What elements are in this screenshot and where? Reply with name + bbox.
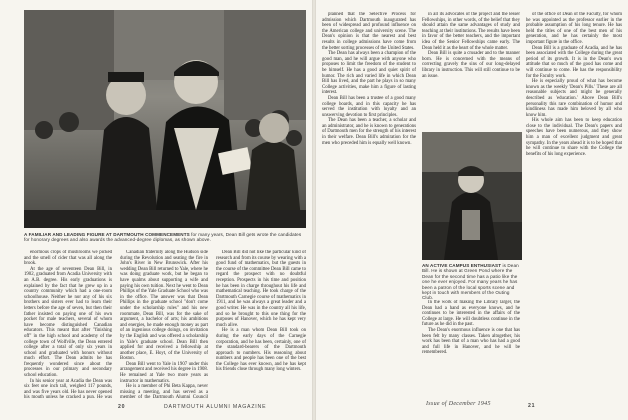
- commencement-photo: [24, 10, 306, 228]
- paragraph: enormous crops of mushrooms we picked and the smell of cider that was all along the brook.: [24, 250, 112, 267]
- campus-photo: [422, 132, 522, 260]
- paragraph: He is a man whom Dean Bill took on during the early days of the Carnegie corporation, and he has been, certainly, one of the standard-bearers of the Dartmouth approach to numbers. His reasoning about numbers and people has been one of the best the College has ever known, and he has kept his friends close through many long winters.: [216, 328, 306, 373]
- paragraph: Dean Bill has been a trustee of a good many college boards, and in this capacity he has served the institution with loyalty and an unswerving devotion to first principles.: [322, 95, 416, 118]
- page-number: 20: [118, 404, 126, 410]
- text-column-6: [526, 12, 622, 400]
- paragraph: His whole aim has been to keep education close to the individual. The Dean's papers and speeches have been numerous, and they show him a man of excellent judgment and great sympathy. In the years ahead it is to be hoped that he will continue to share with the College the benefits of his long experience.: [526, 118, 622, 157]
- paragraph: in all its advocates of the project and the lesser Fellowships, in other words, of the belief that they should attain the same advantages of study and teaching at their institutions. The results have been in favor of the better teachers, and the important idea of the Senior Fellowships came early. The Dean held it as the heart of the whole matter.: [422, 12, 520, 51]
- paragraph: In his senior year at Acadia the Dean was six feet one inch tall, weighed 117 pounds, and was five years old. He has never opened his mouth unless he cracked a pun. He was: [24, 378, 112, 400]
- paragraph: The Dean has been a teacher, a scholar and an administrator, and he is known to generations of Dartmouth men for the strength of his interest in their welfare. Dean Bill's admiration for the men who preceded him is equally well known.: [322, 118, 416, 146]
- paragraph: He is a member of Phi Beta Kappa, never missing a meeting, and has served as a member of the Dartmouth Alumni Council: [120, 384, 208, 400]
- paragraph: Dean Bill did not like the particular kind of research and from its course by wearing with a good fund of mathematics, but the guests in the course of the committee Dean Bill came to regard the prospect with no doubtful reception. Prospects in his time and position he has been in charge throughout his life and mathematical teaching. He took charge of the Dartmouth Carnegie course of mathematics in 1911, and he was always a great leader and a good writer. He was in the country all his life, and so he brought to this one thing for the purposes of Hanover, which he has kept very much alive.: [216, 250, 306, 328]
- text-column-3: [216, 250, 306, 400]
- commencement-photo-image: [24, 10, 306, 228]
- paragraph: of the office of Dean of the Faculty, for whom he was appointed as the professor earlier in the probable assumption of his long tenure. He has held the titles of one of the best men of his generation, and he has certainly the most important figure in the office.: [526, 12, 622, 45]
- paragraph: Dean Bill is quite a crusader and to the manner born. He is concerned with the means of correcting gravely the sins of our long-delayed library in instruction. This will still continue to be an issue.: [422, 51, 520, 79]
- text-column-1: [24, 250, 112, 400]
- text-column-2: [120, 250, 208, 400]
- photo-caption: [24, 232, 306, 243]
- campus-photo-caption: [422, 263, 522, 301]
- caption-text: is Dean Bill. He is shown at Green Pond where the Dean for the second time has a patio like the one he ever enjoyed. For many years he has been a patron of the local sports scene and kept in touch with members of the Outing Club.: [422, 263, 519, 301]
- paragraph: He is especially proud of what has become known as the weekly 'Dean's Pills.' These are all reasonable subjects and might be generally described as 'education.' Above Dean Bill's personality this rare combination of humor and kindliness has made him beloved by all who know him.: [526, 79, 622, 118]
- paragraph: At the age of seventeen Dean Bill, in 1902, graduated from Acadia University with an A.B. degree. His early graduations is explained by the fact that he grew up in a country community which had a one-room schoolhouse. Neither he nor any of his six brothers and sisters ever had to learn their letters before the age of seven, but then their father insisted on paying one of his own pocket for male teachers, several of whom have become distinguished Canadian educators. This meant that after "finishing off" in the high school and academy of the college town of Wolfville, the Dean entered college after a total of only six years in school and graduated with honors without much effort. The Dean admits he has frequently wondered since about the processes in our primary and secondary school education.: [24, 266, 112, 379]
- caption-text: for many years, Dean Bill gets wrote the candidates for honorary degrees and also awards the advanced-degree diplomas, as shown above.: [24, 232, 302, 243]
- caption-lead: AN ACTIVE CAMPUS ENTHUSIAST: [422, 263, 502, 268]
- paragraph: Dean Bill went to Yale in 1907 under this arrangement and received his degree in 1908. He remained at Yale two more years as instructor in mathematics.: [120, 361, 208, 384]
- magazine-title: DARTMOUTH ALUMNI MAGAZINE: [164, 404, 267, 410]
- paragraph: Dean Bill is a graduate of Acadia, and he has been associated with the College during the great period of its growth. It is in the Dean's own attitude that so much of the good has come and will continue to come. He has the responsibility for the Faculty work.: [526, 45, 622, 79]
- paragraph: Canadian fraternity along the Hudson side during the Revolution and seating the fire in John's River in New Brunswick. After his wedding Dean Bill returned to Yale, where he was doing graduate work, but he began to have qualms about supporting a wife and paying his own tuition. Next he went to Dean Phillips of the Yale Graduate School who was in the office. The answer was that Dean Phillips in the graduate school "don't come under the scholarship rules" and his new roommate, Dean Bill, was for the sake of argument, a bachelor of arts; his ambitions and energies, he made enough money as part of an ingenious college doings, on invitation by the English and was offered a scholarship in Yale's graduate school. Dean Bill then applied for and received a fellowship at another place, E. Hoyt, of the University of Boston.: [120, 250, 208, 362]
- text-column-4: [322, 12, 416, 400]
- caption-lead: A FAMILIAR AND LEADING FIGURE AT DARTMOUTH COMMENCEMENTS: [24, 232, 190, 237]
- right-page: [316, 0, 628, 420]
- text-column-5b: [422, 300, 520, 400]
- paragraph: The Dean's enormous influence is one that has been felt by many classes. Taken altogether, his work has been that of a man who has had a good and full life in Hanover, and he will be remembered.: [422, 327, 520, 356]
- paragraph: In the work of making the Library larger, the Dean had a hand as everyone knows, and he continues to be interested in the affairs of the College at large. He will doubtless continue in the future as he did in the past.: [422, 300, 520, 328]
- campus-photo-image: [422, 132, 522, 260]
- paragraph: The Dean has always been a champion of the good man, and he will argue with anyone who proposes to limit the freedom of the student to be himself. He has a good and quiet spirit of humor. The rich and varied life in which Dean Bill has lived, and the part he plays in so many College activities, make him a figure of lasting interest.: [322, 51, 416, 96]
- page-number: 21: [528, 403, 536, 409]
- text-column-5: [422, 12, 520, 130]
- left-page: [0, 0, 312, 420]
- paragraph: planned that the Selective Process for admission which Dartmouth inaugurated has been of widespread and profound influence on the American college and university scene. The Dean's opinion is that the nearest and best results in college admissions have come from the better sorting processes of the United States.: [322, 12, 416, 51]
- issue-date: Issue of December 1945: [426, 401, 491, 407]
